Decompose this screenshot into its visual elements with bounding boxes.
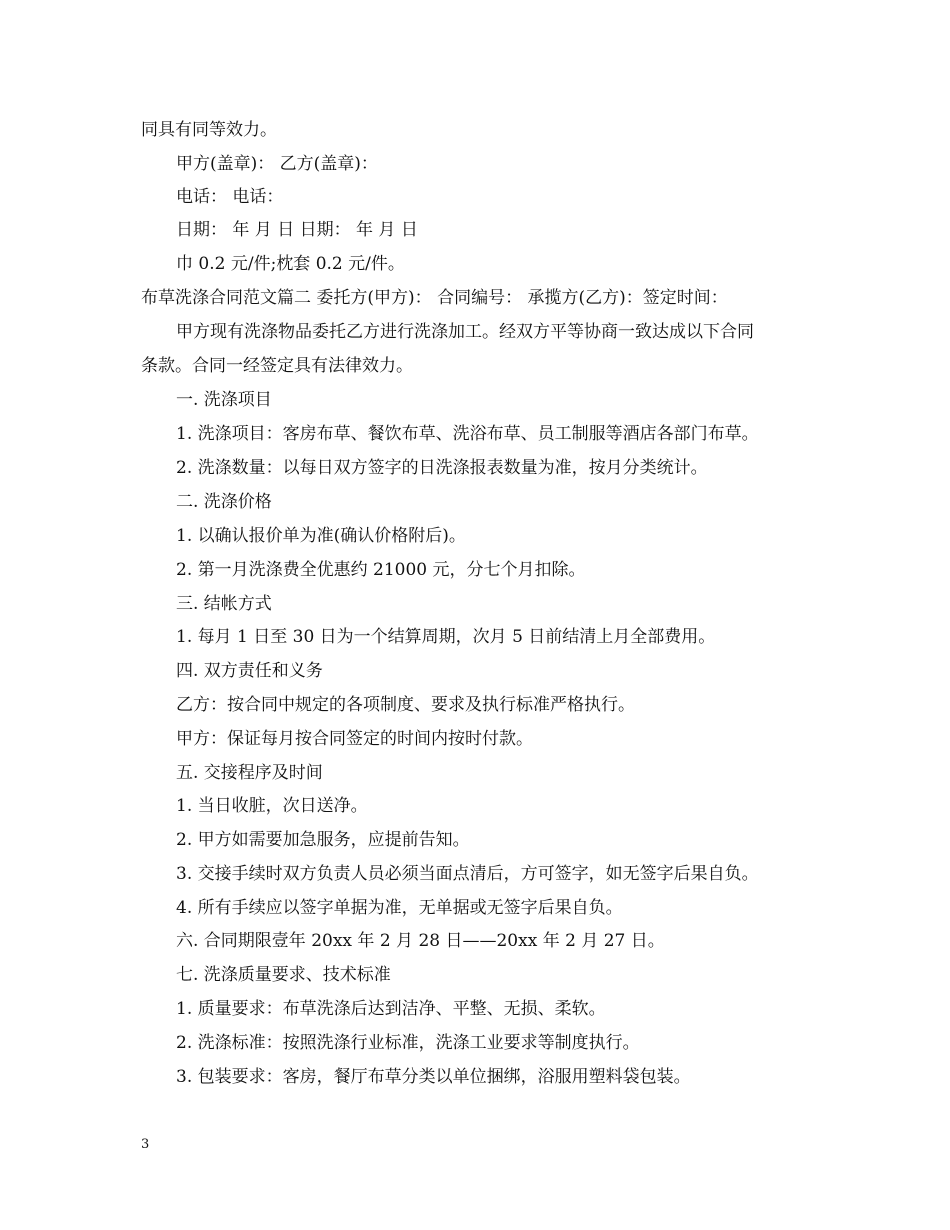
page-number: 3	[141, 1137, 150, 1152]
clause-item: 2. 洗涤数量：以每日双方签字的日洗涤报表数量为准，按月分类统计。	[176, 458, 708, 478]
clause-heading: 六. 合同期限壹年 20xx 年 2 月 28 日——20xx 年 2 月 27 日。	[176, 931, 665, 951]
clause-item: 乙方：按合同中规定的各项制度、要求及执行标准严格执行。	[176, 695, 635, 715]
clause-item: 1. 每月 1 日至 30 日为一个结算周期，次月 5 日前结清上月全部费用。	[176, 627, 716, 647]
text-line: 条款。合同一经签定具有法律效力。	[141, 356, 413, 376]
clause-item: 2. 第一月洗涤费全优惠约 21000 元，分七个月扣除。	[176, 560, 586, 580]
text-line: 电话： 电话：	[176, 187, 284, 207]
clause-item: 1. 洗涤项目：客房布草、餐饮布草、洗浴布草、员工制服等酒店各部门布草。	[176, 424, 759, 444]
clause-heading: 七. 洗涤质量要求、技术标准	[176, 965, 391, 985]
text-line: 同具有同等效力。	[141, 120, 277, 140]
clause-heading: 二. 洗涤价格	[176, 492, 272, 512]
text-line: 甲方(盖章)： 乙方(盖章)：	[176, 154, 378, 174]
clause-heading: 三. 结帐方式	[176, 594, 272, 614]
clause-item: 3. 交接手续时双方负责人员必须当面点清后，方可签字，如无签字后果自负。	[176, 864, 759, 884]
clause-heading: 五. 交接程序及时间	[176, 763, 323, 783]
clause-item: 2. 洗涤标准：按照洗涤行业标准，洗涤工业要求等制度执行。	[176, 1033, 640, 1053]
clause-item: 2. 甲方如需要加急服务，应提前告知。	[176, 830, 470, 850]
clause-item: 1. 当日收脏，次日送净。	[176, 796, 368, 816]
clause-item: 甲方：保证每月按合同签定的时间内按时付款。	[176, 729, 533, 749]
clause-heading: 四. 双方责任和义务	[176, 661, 323, 681]
clause-heading: 一. 洗涤项目	[176, 390, 272, 410]
section-heading: 布草洗涤合同范文篇二 委托方(甲方)： 合同编号： 承揽方(乙方)：签定时间：	[141, 288, 728, 308]
clause-item: 1. 以确认报价单为准(确认价格附后)。	[176, 526, 466, 546]
text-line: 巾 0.2 元/件;枕套 0.2 元/件。	[176, 254, 405, 274]
text-line: 日期： 年 月 日 日期： 年 月 日	[176, 220, 418, 240]
clause-item: 1. 质量要求：布草洗涤后达到洁净、平整、无损、柔软。	[176, 999, 606, 1019]
clause-item: 4. 所有手续应以签字单据为准，无单据或无签字后果自负。	[176, 898, 623, 918]
clause-item: 3. 包装要求：客房，餐厅布草分类以单位捆绑，浴服用塑料袋包装。	[176, 1067, 691, 1087]
text-line: 甲方现有洗涤物品委托乙方进行洗涤加工。经双方平等协商一致达成以下合同	[176, 322, 754, 342]
